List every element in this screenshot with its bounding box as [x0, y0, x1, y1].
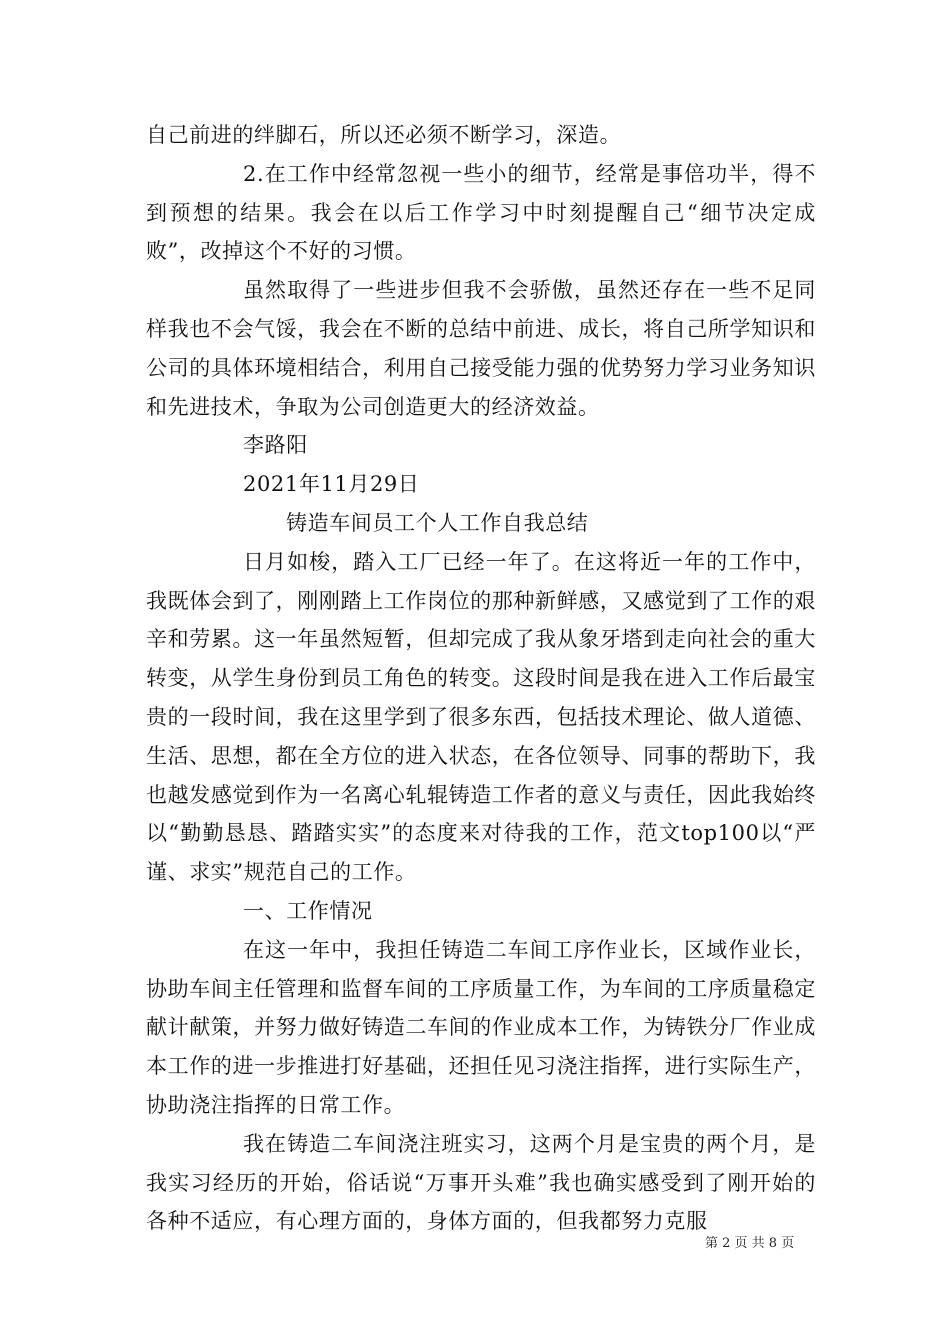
paragraph-continuation: 自己前进的绊脚石，所以还必须不断学习，深造。 [146, 123, 622, 147]
paragraph-internship: 我在铸造二车间浇注班实习，这两个月是宝贵的两个月，是我实习经历的开始，俗话说“万事开头难”我也确实感受到了刚开始的各种不适应，有心理方面的，身体方面的，但我都努力克服 [146, 1131, 816, 1234]
page-number-footer: 第 2 页 共 8 页 [705, 1236, 795, 1251]
paragraph-conclusion: 虽然取得了一些进步但我不会骄傲，虽然还存在一些不足同样我也不会气馁，我会在不断的总结中前进、成长，将自己所学知识和公司的具体环境相结合，利用自己接受能力强的优势努力学习业务知识和先进技术，争取为公司创造更大的经济效益。 [146, 278, 816, 419]
author-signature: 李路阳 [243, 433, 308, 458]
document-body [146, 116, 816, 1241]
paragraph-work-duties: 在这一年中，我担任铸造二车间工序作业长，区域作业长，协助车间主任管理和监督车间的工序质量工作，为车间的工序质量稳定献计献策，并努力做好铸造二车间的作业成本工作，为铸铁分厂作业成本工作的进一步推进打好基础，还担任见习浇注指挥，进行实际生产，协助浇注指挥的日常工作。 [146, 937, 816, 1117]
section-title: 铸造车间员工个人工作自我总结 [286, 510, 589, 535]
section-heading-work: 一、工作情况 [243, 898, 373, 923]
paragraph-intro: 日月如梭，踏入工厂已经一年了。在这将近一年的工作中，我既体会到了，刚刚踏上工作岗位的那种新鲜感，又感觉到了工作的艰辛和劳累。这一年虽然短暂，但却完成了我从象牙塔到走向社会的重大转变，从学生身份到员工角色的转变。这段时间是我在进入工作后最宝贵的一段时间，我在这里学到了很多东西，包括技术理论、做人道德、生活、思想，都在全方位的进入状态，在各位领导、同事的帮助下，我也越发感觉到作为一名离心轧辊铸造工作者的意义与责任，因此我始终以“勤勤恳恳、踏踏实实”的态度来对待我的工作，范文top100以“严谨、求实”规范自己的工作。 [146, 549, 816, 885]
document-date: 2021年11月29日 [243, 472, 420, 497]
paragraph-point-2: 2.在工作中经常忽视一些小的细节，经常是事倍功半，得不到预想的结果。我会在以后工作学习中时刻提醒自己“细节决定成败”，改掉这个不好的习惯。 [146, 161, 816, 264]
